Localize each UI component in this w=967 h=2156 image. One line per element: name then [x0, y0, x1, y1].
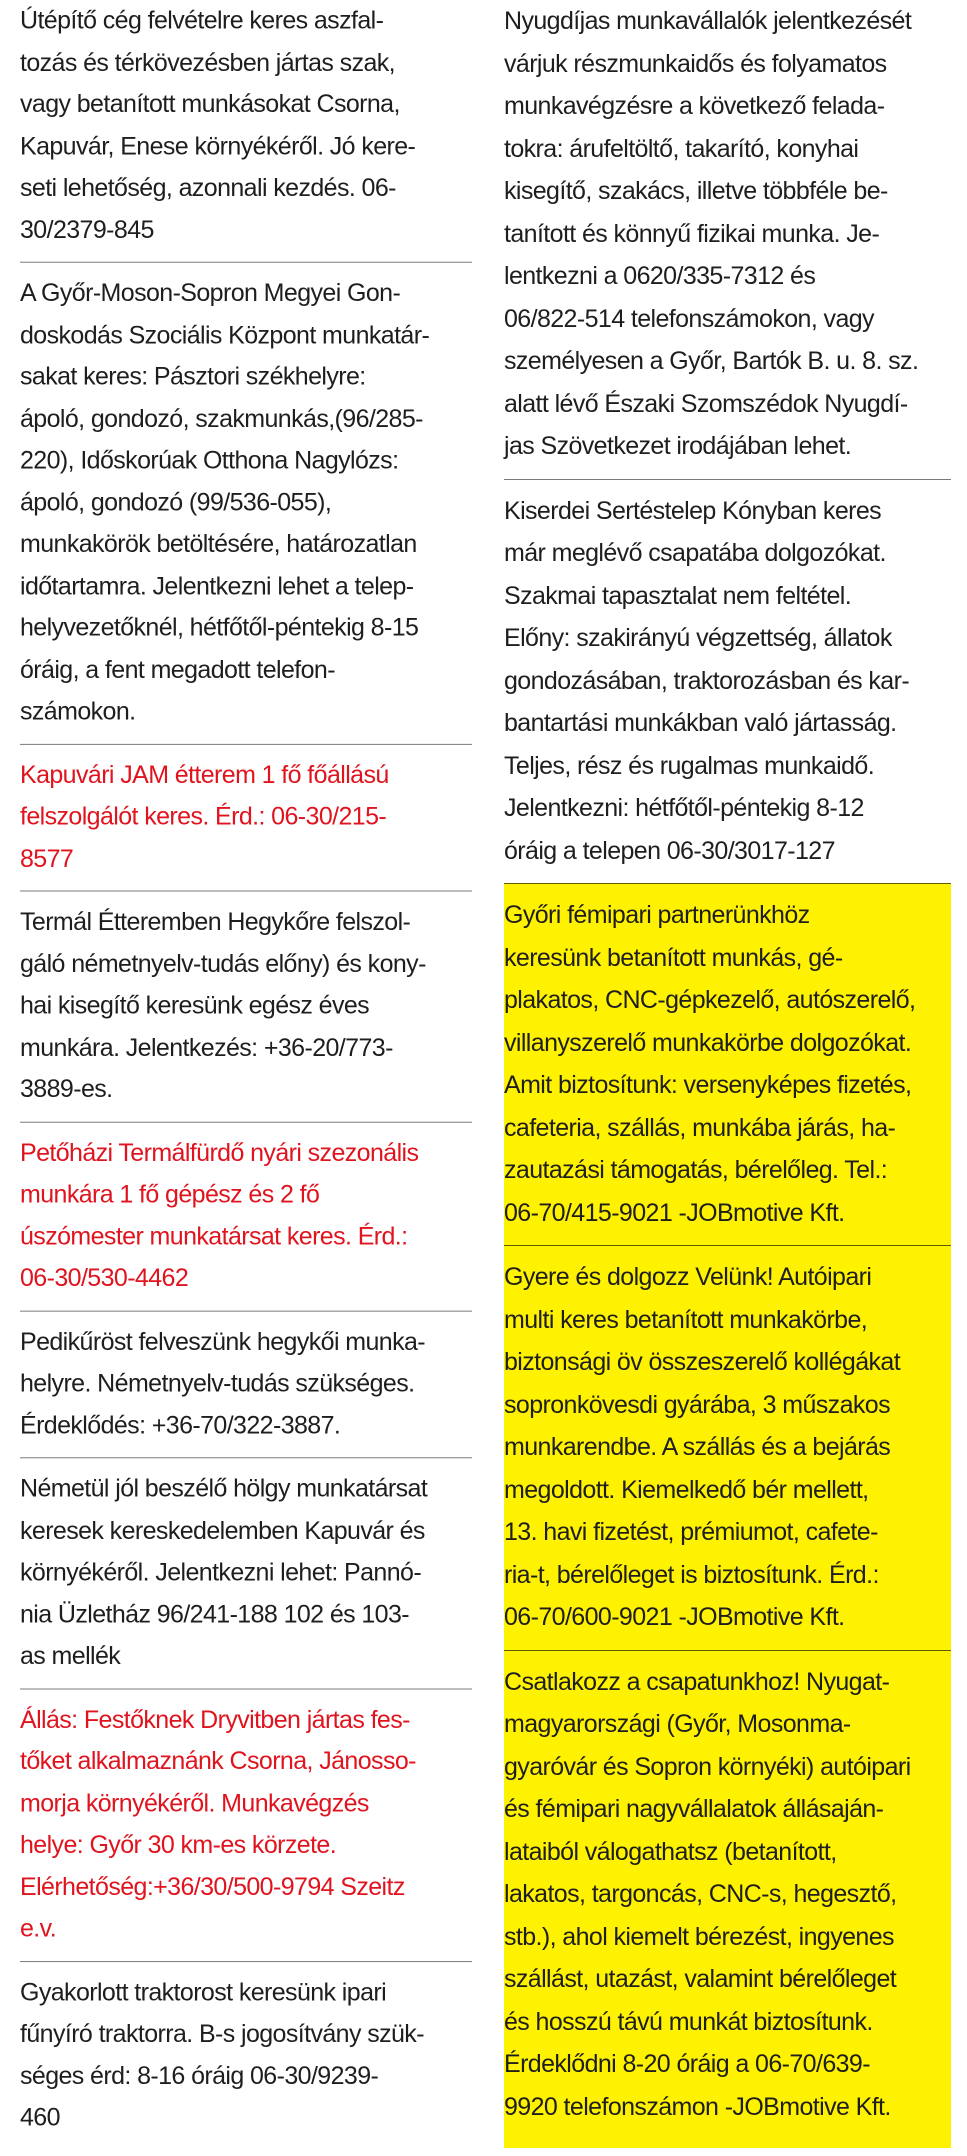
- ad-join-team: Csatlakozz a csapatunkhoz! Nyugat- magyarországi (Győr, Mosonma- gyaróvár és Sopron környéki) autóipari és fémipari nagyvállalatok állásaján- lataiból válogathatsz (betanított, lakatos, targoncás, CNC-s, hegesztő, stb.), ahol kiemelt bérezést, ingyenes szállást, utazást, valamint bérelőleget és hosszú távú munkát biztosítunk. Érdeklődni 8-20 óráig a 06-70/639- 9920 telefonszámon -JOBmotive Kft.: [504, 1667, 911, 2121]
- ad-german-speaker: Németül jól beszélő hölgy munkatársat keresek kereskedelemben Kapuvár és környékéről. Jelentkezni lehet: Pannó- nia Üzletház 96/241-188 102 és 103- as mellék: [20, 1474, 428, 1670]
- left-ads-column: [20, 0, 472, 2150]
- ad-metal-industry: Győri fémipari partnerünkhöz keresünk betanított munkás, gé- plakatos, CNC-gépkezelő, autószerelő, villanyszerelő munkakörbe dolgozókat. Amit biztosítunk: versenyképes fizetés, cafeteria, szállás, munkába járás, ha- zautazási támogatás, bérelőleg. Tel.: 06-70/415-9021 -JOBmotive Kft.: [504, 901, 916, 1227]
- ad-pensioners: Nyugdíjas munkavállalók jelentkezését várjuk részmunkaidős és folyamatos munkavégzésre a következő felada- tokra: árufeltöltő, takarító, konyhai kisegítő, szakács, illetve többféle be- tanított és könnyű fizikai munka. Je- lentkezni a 0620/335-7312 és 06/822-514 telefonszámokon, vagy személyesen a Győr, Bartók B. u. 8. sz. alatt lévő Északi Szomszédok Nyugdí- jas Szövetkezet irodájában lehet.: [504, 7, 919, 460]
- highlighted-ads-block: [504, 883, 951, 2148]
- ad-divider: [20, 891, 472, 892]
- ad-automotive-seatbelt: Gyere és dolgozz Velünk! Autóipari multi keres betanított munkakörbe, biztonsági öv összeszerelő kollégákat sopronkövesdi gyárába, 3 műszakos munkarendbe. A szállás és a bejárás megoldott. Kiemelkedő bér mellett, 13. havi fizetést, prémiumot, cafete- ria-t, bérelőleget is biztosítunk. Érd.: 06-70/600-9021 -JOBmotive Kft.: [504, 1263, 901, 1631]
- ad-tractor-driver: Gyakorlott traktorost keresünk ipari fűnyíró traktorra. B-s jogosítvány szük- séges érd: 8-16 óráig 06-30/9239- 460: [20, 1978, 424, 2132]
- ad-divider: [20, 743, 472, 744]
- right-ads-column: [504, 0, 951, 2148]
- ad-social-center: A Győr-Moson-Sopron Megyei Gon- doskodás Szociális Központ munkatár- sakat keres: Pásztori székhelyre: ápoló, gondozó, szakmunkás,(96/285- 220), Időskorúak Otthona Nagylózs: ápoló, gondozó (99/536-055), munkakörök betöltésére, határozatlan időtartamra. Jelentkezni lehet a telep- helyvezetőknél, hétfőtől-péntekig 8-15 óráig, a fent megadott telefon- számokon.: [20, 279, 430, 726]
- ad-pig-farm: Kiserdei Sertéstelep Kónyban keres már meglévő csapatába dolgozókat. Szakmai tapasztalat nem feltétel. Előny: szakirányú végzettség, állatok gondozásában, traktorozásban és kar- bantartási munkákban való jártasság. Teljes, rész és rugalmas munkaidő. Jelentkezni: hétfőtől-péntekig 8-12 óráig a telepen 06-30/3017-127: [504, 496, 910, 865]
- ad-divider: [20, 1457, 472, 1458]
- ad-thermal-restaurant: Termál Étteremben Hegykőre felszol- gáló németnyelv-tudás előny) és kony- hai kisegítő keresünk egész éves munkára. Jelentkezés: +36-20/773- 3889-es.: [20, 908, 426, 1104]
- ad-painters: Állás: Festőknek Dryvitben jártas fes- tőket alkalmaznánk Csorna, Jánosso- morja környékéről. Munkavégzés helye: Győr 30 km-es körzete. Elérhetőség:+36/30/500-9794 Szeitz e.v.: [20, 1705, 416, 1943]
- ad-divider: [20, 1961, 472, 1962]
- ad-divider: [20, 1310, 472, 1311]
- ad-divider: [20, 1688, 472, 1689]
- ad-pedicurist: Pedikűröst felveszünk hegykői munka- helyre. Németnyelv-tudás szükséges. Érdeklődés: +36-70/322-3887.: [20, 1327, 425, 1440]
- ad-divider: [20, 262, 472, 263]
- ad-divider: [504, 479, 951, 480]
- ad-jam-restaurant: Kapuvári JAM étterem 1 fő főállású felszolgálót keres. Érd.: 06-30/215- 8577: [20, 761, 389, 873]
- ad-road-construction: Útépítő cég felvételre keres aszfal- tozás és térkövezésben jártas szak, vagy betanított munkásokat Csorna, Kapuvár, Enese környékéről. Jó kere- seti lehetőség, azonnali kezdés. 06- 30/2379-845: [20, 6, 416, 244]
- ad-thermal-bath: Petőházi Termálfürdő nyári szezonális munkára 1 fő gépész és 2 fő úszómester munkatársat keres. Érd.: 06-30/530-4462: [20, 1138, 419, 1292]
- ad-divider: [20, 1121, 472, 1122]
